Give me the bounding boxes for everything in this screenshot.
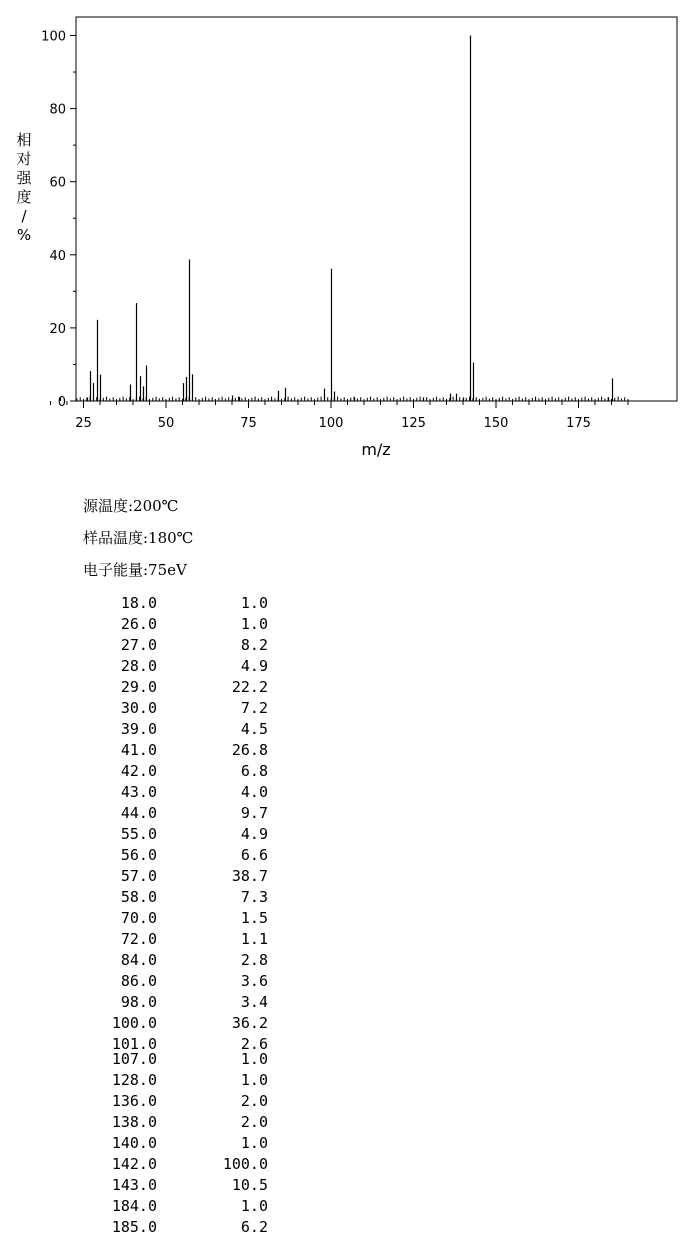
intensity-value: 22.2 <box>231 678 268 696</box>
intensity-value: 1.0 <box>240 1197 268 1215</box>
mz-value: 84.0 <box>120 951 157 969</box>
intensity-value: 3.4 <box>240 993 268 1011</box>
y-tick-label: 60 <box>49 175 66 191</box>
mz-value: 43.0 <box>120 783 157 801</box>
intensity-value: 4.9 <box>240 657 268 675</box>
x-tick-label: 100 <box>318 416 344 431</box>
table-row <box>60 867 300 888</box>
table-row <box>60 993 300 1014</box>
table-row <box>60 1134 300 1155</box>
y-tick-label: 0 <box>57 395 66 410</box>
mz-value: 140.0 <box>111 1134 157 1152</box>
mz-value: 41.0 <box>120 741 157 759</box>
peak-bars <box>61 36 613 402</box>
table-row <box>60 741 300 762</box>
x-tick-label: 125 <box>401 416 426 431</box>
table-row <box>60 846 300 867</box>
table-row <box>60 1197 300 1218</box>
intensity-value: 9.7 <box>240 804 268 822</box>
table-row <box>60 1176 300 1197</box>
sample-temperature: 样品温度:180℃ <box>83 529 194 547</box>
mz-value: 55.0 <box>120 825 157 843</box>
table-row <box>60 762 300 783</box>
mz-value: 29.0 <box>120 678 157 696</box>
intensity-value: 38.7 <box>231 867 268 885</box>
mz-value: 30.0 <box>120 699 157 717</box>
mz-value: 100.0 <box>111 1014 157 1032</box>
table-row <box>60 678 300 699</box>
intensity-value: 1.0 <box>240 615 268 633</box>
mz-value: 107.0 <box>111 1050 157 1068</box>
x-axis <box>51 401 629 431</box>
table-row <box>60 636 300 657</box>
y-tick-label: 40 <box>49 248 66 264</box>
y-tick-label: 20 <box>49 321 66 337</box>
table-row <box>60 825 300 846</box>
mz-value: 58.0 <box>120 888 157 906</box>
intensity-value: 2.8 <box>240 951 268 969</box>
table-row <box>60 699 300 720</box>
intensity-value: 100.0 <box>222 1155 268 1173</box>
intensity-value: 1.0 <box>240 1134 268 1152</box>
mz-value: 44.0 <box>120 804 157 822</box>
intensity-value: 3.6 <box>240 972 268 990</box>
electron-energy: 电子能量:75eV <box>83 561 187 579</box>
intensity-value: 4.9 <box>240 825 268 843</box>
y-tick-label: 100 <box>41 29 66 45</box>
x-axis-label: m/z <box>361 440 391 459</box>
mz-value: 18.0 <box>120 594 157 612</box>
mz-value: 142.0 <box>111 1155 157 1173</box>
table-row <box>60 930 300 951</box>
y-tick-label: 80 <box>49 102 66 118</box>
plot-frame <box>76 17 677 401</box>
x-tick-label: 50 <box>157 416 175 431</box>
table-row <box>60 804 300 825</box>
intensity-value: 4.5 <box>240 720 268 738</box>
mz-value: 70.0 <box>120 909 157 927</box>
table-row <box>60 951 300 972</box>
mz-value: 98.0 <box>120 993 157 1011</box>
table-row <box>60 594 300 615</box>
mz-value: 128.0 <box>111 1071 157 1089</box>
table-row <box>60 1071 300 1092</box>
intensity-value: 26.8 <box>231 741 268 759</box>
table-row <box>60 720 300 741</box>
mz-value: 27.0 <box>120 636 157 654</box>
mz-value: 136.0 <box>111 1092 157 1110</box>
intensity-value: 4.0 <box>240 783 268 801</box>
mz-value: 56.0 <box>120 846 157 864</box>
table-row <box>60 1155 300 1176</box>
table-row <box>60 1050 300 1071</box>
intensity-value: 7.3 <box>240 888 268 906</box>
mz-value: 184.0 <box>111 1197 157 1215</box>
table-row <box>60 1014 300 1035</box>
intensity-value: 2.0 <box>240 1113 268 1131</box>
baseline-noise <box>77 397 628 401</box>
intensity-value: 1.5 <box>240 909 268 927</box>
intensity-value: 6.2 <box>240 1218 268 1236</box>
intensity-value: 6.6 <box>240 846 268 864</box>
intensity-value: 6.8 <box>240 762 268 780</box>
table-row <box>60 783 300 804</box>
mz-value: 39.0 <box>120 720 157 738</box>
table-row <box>60 972 300 993</box>
table-row <box>60 888 300 909</box>
mz-value: 26.0 <box>120 615 157 633</box>
x-tick-label: 175 <box>566 416 591 431</box>
y-axis <box>41 30 76 411</box>
intensity-value: 7.2 <box>240 699 268 717</box>
intensity-value: 1.1 <box>240 930 268 948</box>
mz-value: 185.0 <box>111 1218 157 1236</box>
mz-value: 138.0 <box>111 1113 157 1131</box>
intensity-value: 2.6 <box>240 1035 268 1053</box>
table-row <box>60 657 300 678</box>
intensity-value: 1.0 <box>240 594 268 612</box>
mz-value: 57.0 <box>120 867 157 885</box>
mz-value: 86.0 <box>120 972 157 990</box>
x-tick-label: 75 <box>240 416 257 431</box>
table-row <box>60 909 300 930</box>
table-row <box>60 1113 300 1134</box>
mz-value: 143.0 <box>111 1176 157 1194</box>
intensity-value: 8.2 <box>240 636 268 654</box>
intensity-value: 1.0 <box>240 1050 268 1068</box>
intensity-value: 1.0 <box>240 1071 268 1089</box>
intensity-value: 10.5 <box>231 1176 268 1194</box>
mz-value: 42.0 <box>120 762 157 780</box>
intensity-value: 2.0 <box>240 1092 268 1110</box>
table-row <box>60 1092 300 1113</box>
y-axis-label: 相对强度/ % <box>16 131 32 244</box>
x-tick-label: 150 <box>483 416 509 431</box>
mass-spectrum-chart <box>0 0 687 470</box>
mz-value: 72.0 <box>120 930 157 948</box>
mz-value: 101.0 <box>111 1035 157 1053</box>
mz-value: 28.0 <box>120 657 157 675</box>
source-temperature: 源温度:200℃ <box>83 497 179 515</box>
intensity-value: 36.2 <box>231 1014 268 1032</box>
table-row <box>60 615 300 636</box>
x-tick-label: 25 <box>75 416 92 431</box>
